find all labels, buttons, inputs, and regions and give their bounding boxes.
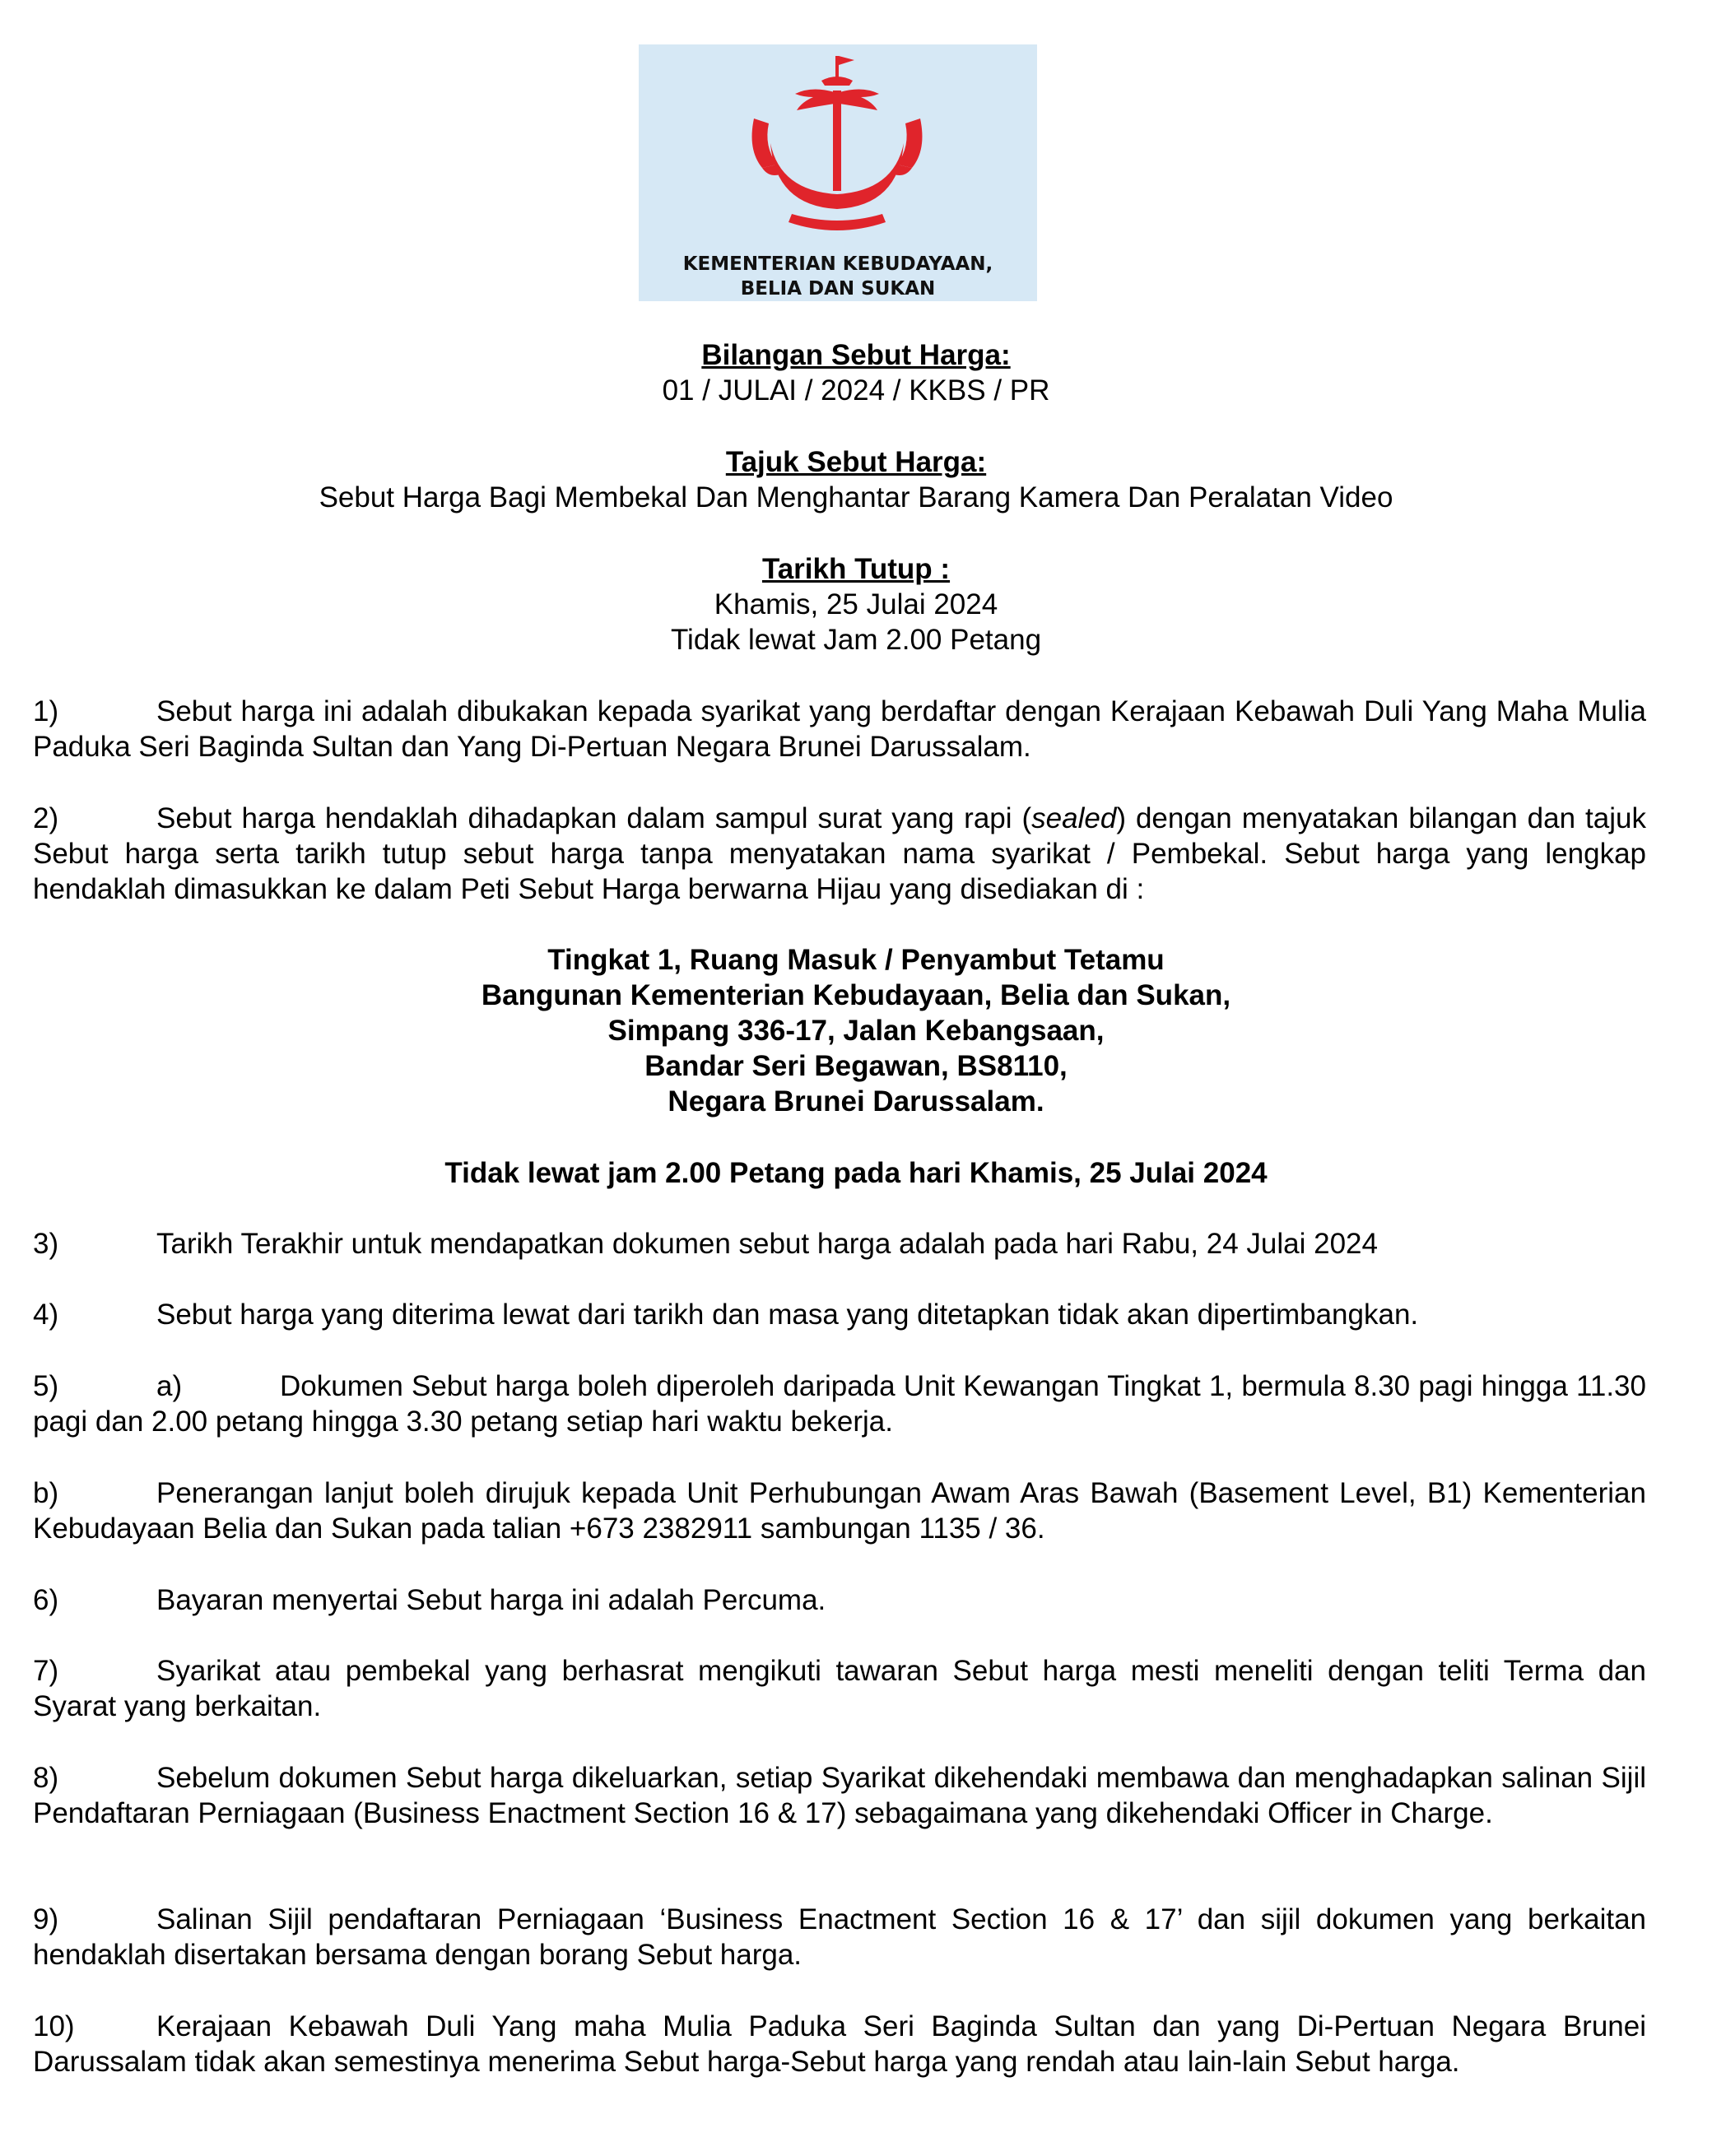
- closing-date-label: Tarikh Tutup :: [761, 553, 951, 585]
- paragraph-number: 2): [33, 802, 59, 834]
- paragraph-1: [33, 694, 1646, 764]
- quotation-number-value: 01 / JULAI / 2024 / KKBS / PR: [662, 374, 1050, 407]
- paragraph-number: 4): [33, 1299, 59, 1331]
- paragraph-number: 7): [33, 1655, 59, 1687]
- quotation-title-block: [0, 444, 1712, 515]
- paragraph-2: [33, 801, 1646, 907]
- paragraph-8: [33, 1760, 1646, 1831]
- paragraph-italic-text: sealed: [1031, 802, 1117, 834]
- brunei-crest-icon: [639, 44, 1037, 250]
- paragraph-number: 5): [33, 1370, 59, 1402]
- address-line: Bangunan Kementerian Kebudayaan, Belia dan Sukan,: [481, 979, 1231, 1011]
- paragraph-text: Penerangan lanjut boleh dirujuk kepada Unit Perhubungan Awam Aras Bawah (Basement Level, B1) Kementerian Kebudayaan Belia dan Sukan pada talian +673 2382911 sambungan 1135 / 36.: [33, 1477, 1646, 1545]
- ministry-logo: [639, 44, 1037, 301]
- paragraph-text: Sebelum dokumen Sebut harga dikeluarkan, setiap Syarikat dikehendaki membawa dan menghadapkan salinan Sijil Pendaftaran Perniagaan (Business Enactment Section 16 & 17) sebagaimana yang dikehendaki Officer in Charge.: [33, 1762, 1646, 1829]
- paragraph-number: 3): [33, 1228, 59, 1260]
- paragraph-5b: [33, 1475, 1646, 1546]
- paragraph-text: Tarikh Terakhir untuk mendapatkan dokumen sebut harga adalah pada hari Rabu, 24 Julai 2024: [156, 1228, 1378, 1260]
- paragraph-number: b): [33, 1477, 59, 1509]
- paragraph-number: 10): [33, 2010, 75, 2042]
- logo-line-1: KEMENTERIAN KEBUDAYAAN,: [682, 253, 993, 275]
- paragraph-10: [33, 2009, 1646, 2079]
- quotation-number-block: [0, 337, 1712, 408]
- paragraph-text: Sebut harga hendaklah dihadapkan dalam sampul surat yang rapi (: [156, 802, 1032, 834]
- paragraph-text: Kerajaan Kebawah Duli Yang maha Mulia Paduka Seri Baginda Sultan dan yang Di-Pertuan Negara Brunei Darussalam tidak akan semestinya menerima Sebut harga-Sebut harga yang rendah atau lain-lain Sebut harga.: [33, 2010, 1646, 2078]
- paragraph-9: [33, 1902, 1646, 1972]
- closing-date-block: [0, 551, 1712, 657]
- address-line: Simpang 336-17, Jalan Kebangsaan,: [607, 1015, 1105, 1047]
- paragraph-7: [33, 1653, 1646, 1724]
- paragraph-number: 1): [33, 695, 59, 727]
- paragraph-sub-number: a): [156, 1370, 183, 1402]
- closing-time-value: Tidak lewat Jam 2.00 Petang: [670, 624, 1042, 656]
- address-line: Bandar Seri Begawan, BS8110,: [644, 1050, 1068, 1082]
- quotation-number-label: Bilangan Sebut Harga:: [701, 339, 1011, 371]
- paragraph-text: ) dengan menyatakan bilangan dan tajuk Sebut harga serta tarikh tutup sebut harga tanpa menyatakan nama syarikat / Pembekal. Sebut harga yang lengkap hendaklah dimasukkan ke dalam Peti Sebut Harga berwarna Hijau yang disediakan di :: [33, 802, 1646, 905]
- paragraph-text: Bayaran menyertai Sebut harga ini adalah Percuma.: [156, 1584, 826, 1616]
- paragraph-5a: [33, 1368, 1646, 1439]
- paragraph-text: Syarikat atau pembekal yang berhasrat mengikuti tawaran Sebut harga mesti meneliti dengan teliti Terma dan Syarat yang berkaitan.: [33, 1655, 1646, 1722]
- paragraph-text: Dokumen Sebut harga boleh diperoleh daripada Unit Kewangan Tingkat 1, bermula 8.30 pagi hingga 11.30 pagi dan 2.00 petang hingga 3.30 petang setiap hari waktu bekerja.: [33, 1370, 1646, 1438]
- logo-line-2: BELIA DAN SUKAN: [740, 278, 936, 300]
- paragraph-text: Salinan Sijil pendaftaran Perniagaan ‘Business Enactment Section 16 & 17’ dan sijil dokumen yang berkaitan hendaklah disertakan bersama dengan borang Sebut harga.: [33, 1903, 1646, 1971]
- quotation-title-label: Tajuk Sebut Harga:: [725, 446, 987, 478]
- address-line: Negara Brunei Darussalam.: [668, 1085, 1044, 1117]
- paragraph-text: Sebut harga yang diterima lewat dari tarikh dan masa yang ditetapkan tidak akan dipertimbangkan.: [156, 1299, 1419, 1331]
- paragraph-3: [33, 1226, 1646, 1262]
- address-line: Tingkat 1, Ruang Masuk / Penyambut Tetamu: [547, 944, 1165, 976]
- quotation-title-value: Sebut Harga Bagi Membekal Dan Menghantar Barang Kamera Dan Peralatan Video: [319, 481, 1393, 513]
- paragraph-number: 6): [33, 1584, 59, 1616]
- paragraph-4: [33, 1297, 1646, 1332]
- paragraph-text: Sebut harga ini adalah dibukakan kepada syarikat yang berdaftar dengan Kerajaan Kebawah Duli Yang Maha Mulia Paduka Seri Baginda Sultan dan Yang Di-Pertuan Negara Brunei Darussalam.: [33, 695, 1646, 763]
- address-block: [0, 942, 1712, 1119]
- deadline-statement: Tidak lewat jam 2.00 Petang pada hari Khamis, 25 Julai 2024: [444, 1157, 1268, 1189]
- closing-date-value: Khamis, 25 Julai 2024: [714, 588, 998, 620]
- paragraph-6: [33, 1582, 1646, 1618]
- paragraph-number: 9): [33, 1903, 59, 1935]
- paragraph-number: 8): [33, 1762, 59, 1794]
